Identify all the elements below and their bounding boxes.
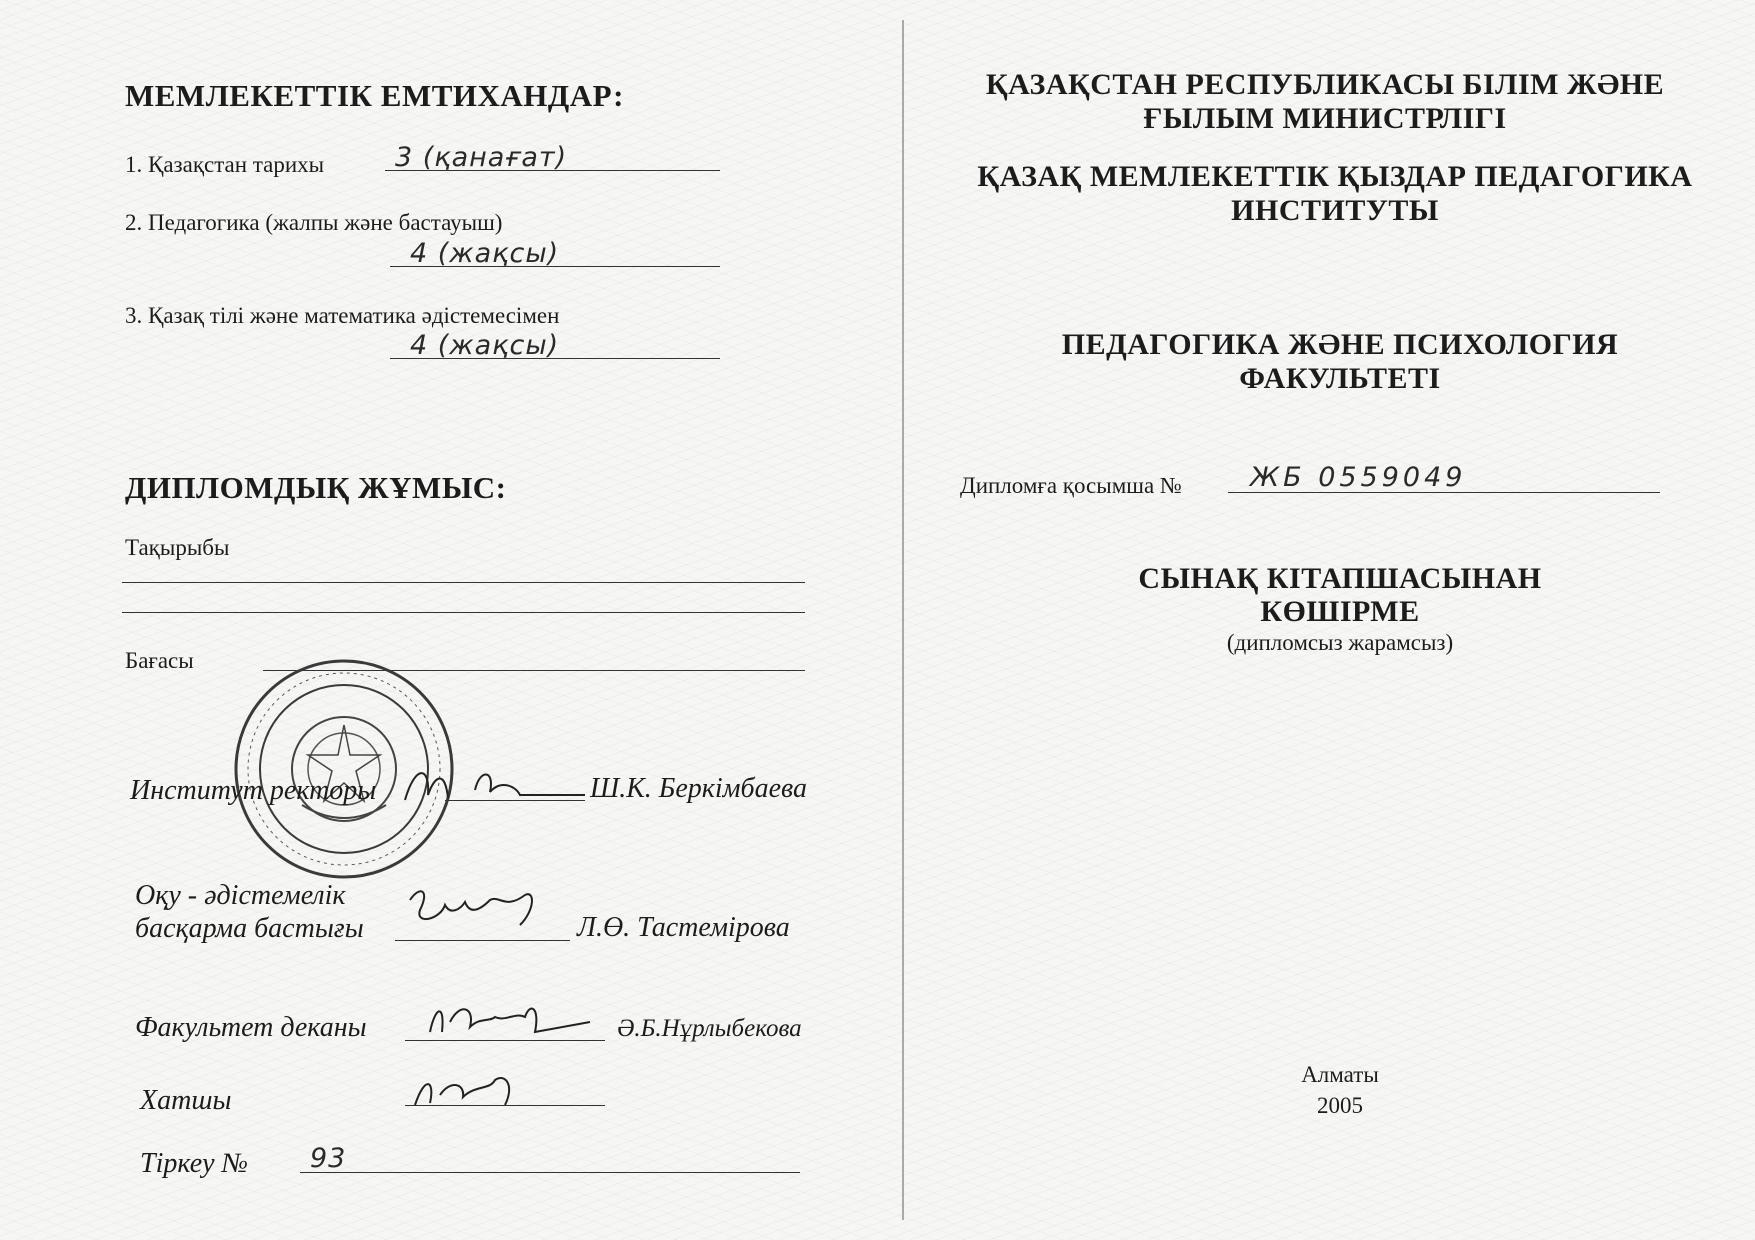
rector-signature-icon: [400, 760, 590, 810]
methodic-name: Л.Ө. Тастемірова: [577, 912, 790, 943]
page-fold: [902, 20, 904, 1220]
methodic-signature-icon: [400, 880, 560, 940]
year: 2005: [1317, 1093, 1363, 1118]
secretary-role: Хатшы: [140, 1085, 232, 1116]
exam1-grade: 3 (қанағат): [395, 142, 568, 173]
topic-line-1: [122, 582, 805, 583]
ministry-line2: ҒЫЛЫМ МИНИСТРЛІГІ: [1143, 102, 1507, 135]
city: Алматы: [1301, 1062, 1379, 1087]
doc-note: (дипломсыз жарамсыз): [1226, 630, 1454, 655]
thesis-title: ДИПЛОМДЫҚ ЖҰМЫС:: [125, 470, 507, 505]
exam2-grade: 4 (жақсы): [410, 238, 560, 269]
reg-number: 93: [310, 1143, 347, 1174]
rector-role: Институт ректоры: [130, 775, 377, 806]
reg-label: Тіркеу №: [140, 1148, 249, 1179]
dean-signature-icon: [420, 992, 595, 1042]
faculty-line1: ПЕДАГОГИКА ЖӘНЕ ПСИХОЛОГИЯ: [1061, 328, 1619, 361]
methodic-role-2: басқарма бастығы: [135, 913, 364, 944]
rector-name: Ш.К. Беркімбаева: [590, 773, 807, 804]
exam1-label: 1. Қазақстан тарихы: [125, 152, 325, 177]
dean-name: Ә.Б.Нұрлыбекова: [617, 1015, 802, 1042]
secretary-signature-icon: [405, 1065, 545, 1115]
institute-line2: ИНСТИТУТЫ: [1231, 194, 1439, 227]
supplement-label: Дипломға қосымша №: [960, 473, 1182, 498]
ministry-line1: ҚАЗАҚСТАН РЕСПУБЛИКАСЫ БІЛІМ ЖӘНЕ: [985, 68, 1665, 101]
dean-role: Факультет деканы: [135, 1012, 367, 1043]
methodic-signature-line: [395, 940, 570, 941]
exam3-grade: 4 (жақсы): [410, 330, 560, 361]
doc-title-line1: СЫНАҚ КІТАПШАСЫНАН: [1138, 562, 1542, 595]
institute-line1: ҚАЗАҚ МЕМЛЕКЕТТІК ҚЫЗДАР ПЕДАГОГИКА: [977, 160, 1693, 193]
exams-title: МЕМЛЕКЕТТІК ЕМТИХАНДАР:: [125, 78, 625, 113]
topic-label: Тақырыбы: [125, 535, 230, 560]
supplement-number: ЖБ 0559049: [1250, 462, 1467, 493]
grade-label: Бағасы: [125, 648, 194, 673]
faculty-line2: ФАКУЛЬТЕТІ: [1239, 362, 1441, 395]
exam2-label: 2. Педагогика (жалпы және бастауыш): [125, 210, 503, 235]
reg-line: [300, 1172, 800, 1173]
exam3-label: 3. Қазақ тілі және математика әдістемесімен: [125, 303, 560, 328]
methodic-role-1: Оқу - әдістемелік: [135, 880, 346, 911]
doc-title-line2: КӨШІРМЕ: [1260, 595, 1420, 628]
topic-line-2: [122, 612, 805, 613]
